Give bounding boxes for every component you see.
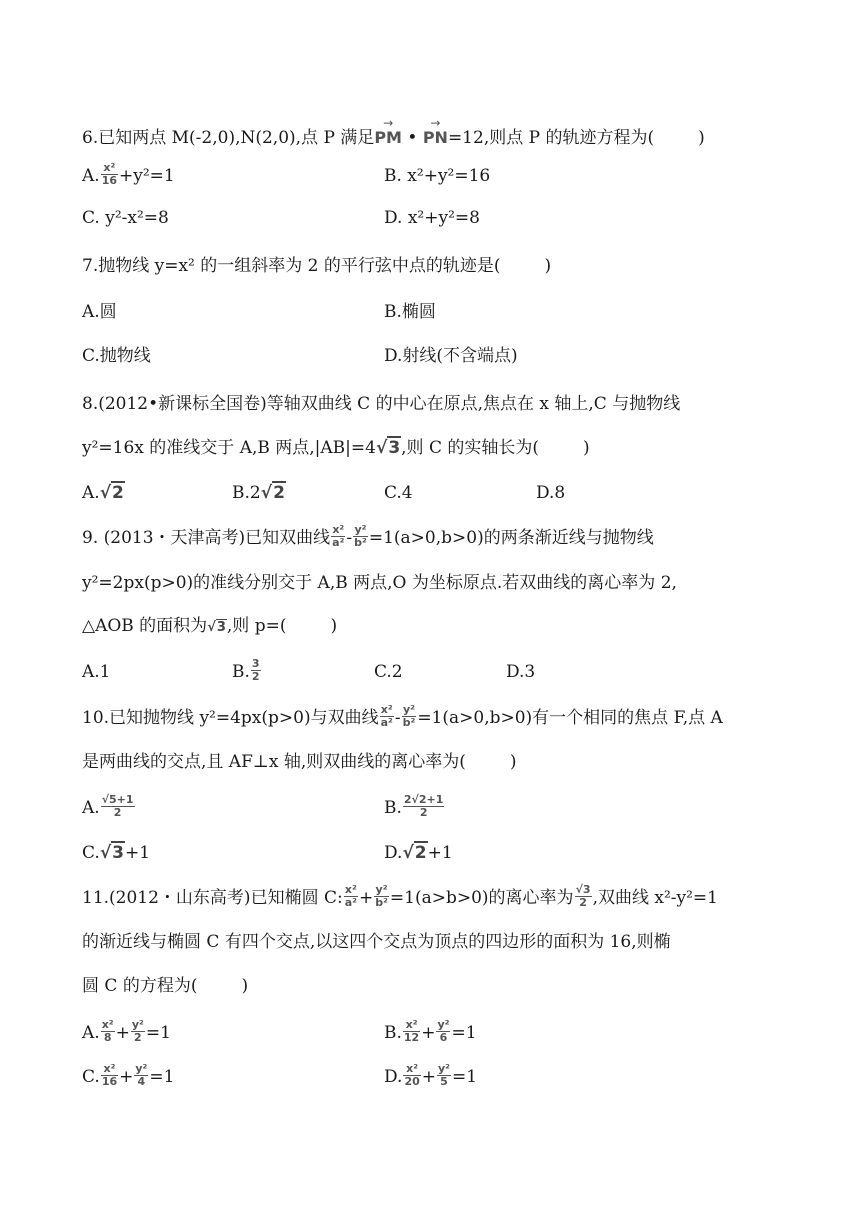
q8-text: y²=16x 的准线交于 A,B 两点,|AB|=4: [82, 438, 376, 458]
denominator: b²: [402, 716, 416, 729]
q9-line-2: y²=2px(p>0)的准线分别交于 A,B 两点,O 为坐标原点.若双曲线的离心率为 2,: [82, 573, 677, 593]
denominator: 12: [403, 1031, 420, 1044]
dot-operator: •: [401, 128, 423, 148]
q11-text-3: ,双曲线 x²-y²=1: [592, 888, 718, 908]
q8-text-2: ,则 C 的实轴长为(: [401, 438, 540, 458]
fraction: [374, 884, 389, 909]
q10-text-2: =1(a>0,b>0)有一个相同的焦点 F,点 A: [417, 708, 723, 728]
minus-sign: -: [394, 708, 401, 728]
numerator: y²: [131, 1018, 144, 1031]
radicand: 3: [112, 843, 124, 863]
option-text: =1: [145, 1023, 171, 1043]
option-text: =1: [452, 1067, 478, 1087]
option-label: A.: [82, 166, 100, 186]
numerator: y²: [375, 883, 388, 896]
q11-text: 11.(2012・山东高考)已知椭圆 C:: [82, 888, 343, 908]
option-text: +1: [125, 843, 151, 863]
option-label: B.: [232, 662, 250, 682]
plus-sign: +: [115, 1023, 130, 1043]
fraction: [331, 524, 345, 549]
radicand: 3: [216, 620, 226, 635]
fraction: [131, 1019, 145, 1044]
denominator: a²: [344, 896, 357, 909]
q11-option-c: [82, 1062, 175, 1090]
denominator: a²: [332, 536, 345, 549]
q6-option-d: D. x²+y²=8: [384, 208, 480, 228]
option-label: A.: [82, 798, 100, 818]
option-label: B.: [384, 1023, 402, 1043]
numerator: x²: [332, 523, 345, 536]
q7-option-d: D.射线(不含端点): [384, 346, 518, 366]
q9-line-3: [82, 614, 337, 640]
minus-sign: -: [346, 528, 353, 548]
q6-option-c: C. y²-x²=8: [82, 208, 169, 228]
fraction: [353, 524, 368, 549]
fraction: [437, 1063, 451, 1088]
q8-option-c: C.4: [384, 483, 413, 503]
option-label: D.: [384, 1067, 403, 1087]
q7-option-c: C.抛物线: [82, 346, 151, 366]
fraction: [403, 1063, 420, 1088]
q10-line-2: [82, 750, 517, 774]
q8-option-a: [82, 481, 125, 505]
numerator: y²: [354, 523, 367, 536]
q11-option-d: [384, 1062, 478, 1090]
fraction: [101, 1063, 118, 1088]
numerator: x²: [380, 703, 393, 716]
radicand: 2: [414, 843, 427, 863]
denominator: 20: [404, 1075, 420, 1088]
q11-line-3: [82, 974, 248, 998]
radicand: 2: [273, 483, 285, 503]
q6-stem-text: 6.已知两点 M(-2,0),N(2,0),点 P 满足: [82, 128, 375, 148]
q8-line-2: [82, 436, 590, 460]
q6-stem-text-2: =12,则点 P 的轨迹方程为(: [447, 128, 655, 148]
radicand: 3: [388, 438, 401, 458]
q9-option-b: [232, 657, 262, 685]
denominator: 16: [101, 1075, 118, 1088]
fraction: [380, 704, 394, 729]
numerator: y²: [402, 703, 415, 716]
q11-option-b: [384, 1018, 477, 1046]
numerator: √3: [575, 883, 591, 896]
numerator: √5+1: [101, 793, 134, 806]
q10-option-c: [82, 841, 150, 865]
numerator: x²: [101, 1063, 118, 1076]
q8-option-b: [232, 481, 286, 505]
option-text: =1: [451, 1023, 477, 1043]
fraction: [402, 704, 417, 729]
denominator: b²: [354, 536, 367, 549]
numerator: y²: [437, 1018, 450, 1031]
denominator: 2: [251, 670, 260, 683]
option-text: =1: [149, 1067, 175, 1087]
q7-stem-text: 7.抛物线 y=x² 的一组斜率为 2 的平行弦中点的轨迹是(: [82, 256, 501, 276]
numerator: y²: [135, 1062, 148, 1075]
fraction: [101, 1019, 115, 1044]
fraction: [101, 794, 135, 819]
fraction: [403, 1019, 420, 1044]
q11-line-1: [82, 883, 718, 911]
denominator: 4: [137, 1075, 146, 1088]
numerator: x²: [403, 1063, 420, 1076]
denominator: 5: [440, 1075, 448, 1088]
paren-close: ): [583, 438, 590, 458]
sqrt-expression: √2: [260, 483, 285, 503]
paren-close: ): [241, 976, 249, 996]
q6-option-a: [82, 161, 175, 189]
denominator: 2: [579, 896, 587, 909]
q9-text: 9. (2013・天津高考)已知双曲线: [82, 528, 331, 548]
numerator: 2√2+1: [403, 793, 444, 806]
denominator: 2: [134, 1031, 142, 1044]
q11-text-2: =1(a>b>0)的离心率为: [389, 888, 574, 908]
sqrt-expression: √3: [99, 843, 124, 863]
q10-text: 10.已知抛物线 y²=4px(p>0)与双曲线: [82, 708, 379, 728]
paren-close: ): [509, 752, 517, 772]
q11-option-a: [82, 1018, 171, 1046]
q8-option-d: D.8: [536, 483, 566, 503]
fraction: [344, 884, 358, 909]
q6-option-b: B. x²+y²=16: [384, 166, 491, 186]
denominator: 16: [101, 174, 117, 187]
option-text: +y²=1: [119, 166, 175, 186]
q7-option-b: B.椭圆: [384, 302, 436, 322]
fraction: [403, 794, 445, 819]
q6-stem: [82, 124, 705, 150]
fraction: [134, 1063, 148, 1088]
option-label: D.: [384, 843, 403, 863]
numerator: x²: [101, 162, 118, 175]
option-text: +1: [427, 843, 453, 863]
paren-close: ): [698, 128, 705, 148]
vector-pm: → PM: [374, 124, 402, 150]
denominator: 6: [439, 1031, 448, 1044]
denominator: a²: [380, 716, 393, 729]
q10-line-1: [82, 703, 723, 731]
radicand: 2: [112, 483, 124, 503]
paren-close: ): [330, 616, 338, 636]
plus-sign: +: [421, 1023, 436, 1043]
option-label: B.2: [232, 483, 261, 503]
q7-stem: [82, 254, 551, 278]
denominator: 2: [419, 806, 428, 819]
q11-line-2: 的渐近线与椭圆 C 有四个交点,以这四个交点为顶点的四边形的面积为 16,则椭: [82, 932, 671, 952]
vector-pn: → PN: [423, 124, 448, 150]
numerator: x²: [403, 1019, 420, 1032]
numerator: x²: [344, 883, 357, 896]
q10-text-3: 是两曲线的交点,且 AF⊥x 轴,则双曲线的离心率为(: [82, 752, 466, 772]
q10-option-b: [384, 793, 445, 821]
fraction: [575, 884, 592, 909]
option-label: C.: [82, 1067, 100, 1087]
q9-text-2: =1(a>0,b>0)的两条渐近线与抛物线: [368, 528, 654, 548]
q7-option-a: A.圆: [82, 302, 117, 322]
option-label: C.: [82, 843, 100, 863]
sqrt-expression: √2: [402, 843, 427, 863]
denominator: 8: [103, 1031, 112, 1044]
denominator: 2: [113, 806, 122, 819]
fraction: [101, 162, 118, 187]
fraction: [251, 658, 261, 683]
plus-sign: +: [358, 888, 374, 908]
sqrt-expression: √3: [207, 620, 226, 635]
fraction: [436, 1019, 450, 1044]
q9-option-c: C.2: [374, 662, 403, 682]
option-label: B.: [384, 798, 402, 818]
sqrt-expression: √2: [99, 483, 124, 503]
numerator: 3: [251, 657, 260, 670]
plus-sign: +: [119, 1067, 134, 1087]
q9-option-d: D.3: [506, 662, 536, 682]
plus-sign: +: [421, 1067, 436, 1087]
paren-close: ): [544, 256, 552, 276]
numerator: x²: [101, 1018, 114, 1031]
q9-option-a: A.1: [82, 662, 111, 682]
q8-line-1: 8.(2012•新课标全国卷)等轴双曲线 C 的中心在原点,焦点在 x 轴上,C 与抛物线: [82, 394, 681, 414]
option-label: A.: [82, 483, 100, 503]
sqrt-expression: √3: [375, 438, 401, 458]
q9-text-4: ,则 p=(: [226, 616, 287, 636]
denominator: b²: [375, 896, 388, 909]
numerator: y²: [438, 1062, 450, 1075]
q11-text-4: 圆 C 的方程为(: [82, 976, 198, 996]
q10-option-a: [82, 793, 136, 821]
q10-option-d: [384, 841, 453, 865]
option-label: A.: [82, 1023, 100, 1043]
q9-text-3: △AOB 的面积为: [82, 616, 208, 636]
q9-line-1: [82, 523, 654, 551]
